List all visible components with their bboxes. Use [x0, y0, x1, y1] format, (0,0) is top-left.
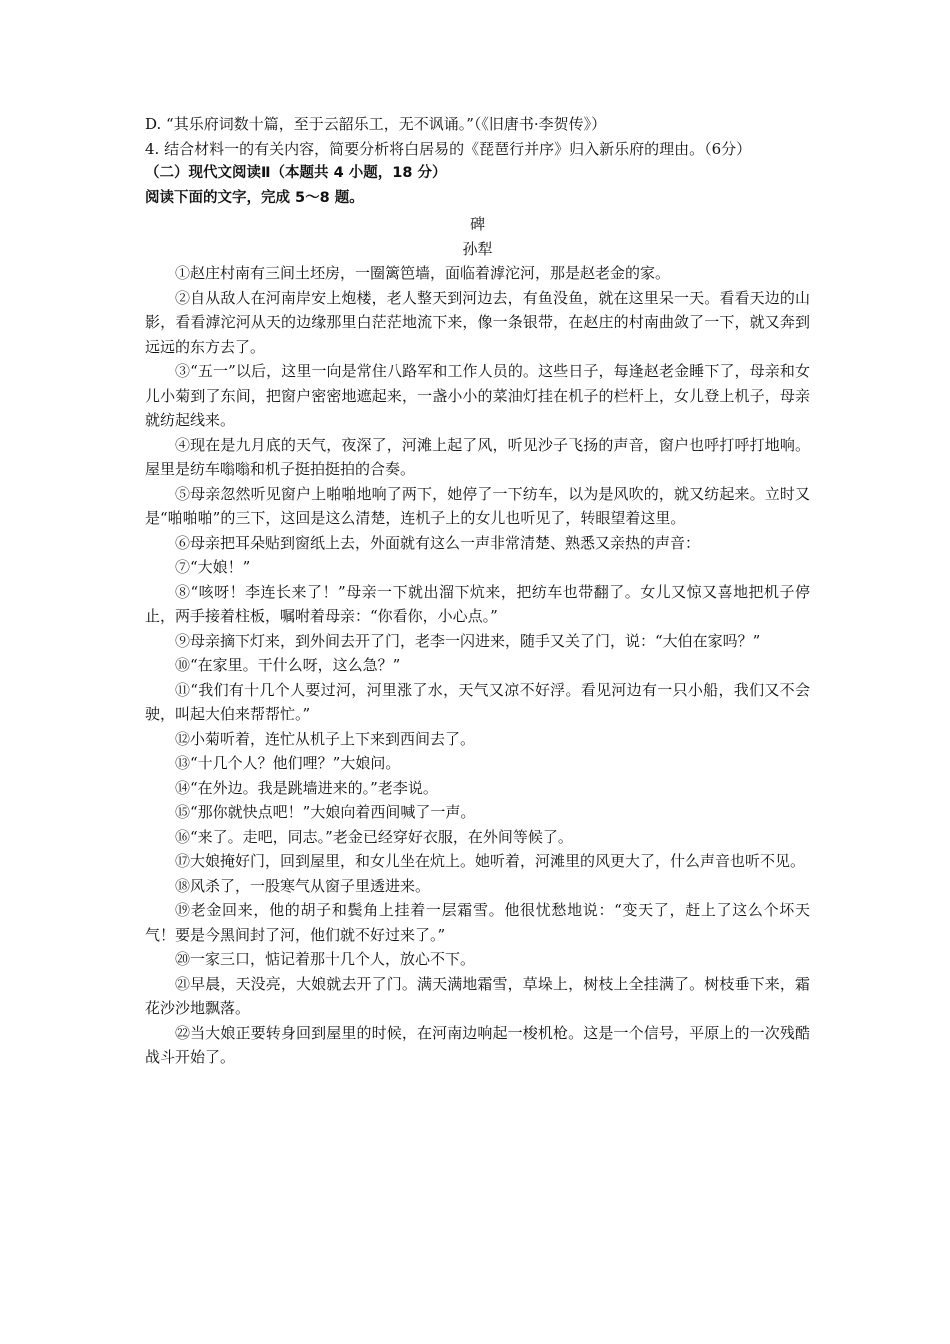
- paragraph-12: ⑫小菊听着，连忙从机子上下来到西间去了。: [175, 729, 476, 748]
- paragraph-11: ⑪“我们有十几个人要过河，河里涨了水，天气又凉不好浮。看见河边有一只小船，我们又不会驶，叫起大伯来帮帮忙。”: [145, 680, 810, 723]
- paragraph-18: ⑱风杀了，一股寒气从窗子里透进来。: [175, 876, 431, 895]
- paragraph-9: ⑨母亲摘下灯来，到外间去开了门，老李一闪进来，随手又关了门，说：“大伯在家吗？”: [175, 631, 761, 650]
- paragraph-7: ⑦“大娘！”: [175, 558, 251, 576]
- paragraph-1: ①赵庄村南有三间土坯房，一圈篱笆墙，面临着滹沱河，那是赵老金的家。: [175, 264, 671, 282]
- paragraph-14: ⑭“在外边。我是跳墙进来的。”老李说。: [175, 778, 438, 797]
- question-4: 4. 结合材料一的有关内容，简要分析将白居易的《琵琶行并序》归入新乐府的理由。（6分）: [145, 139, 752, 158]
- paragraph-15: ⑮“那你就快点吧！”大娘向着西间喊了一声。: [175, 803, 476, 821]
- paragraph-5: ⑤母亲忽然听见窗户上啪啪地响了两下，她停了一下纺车，以为是风吹的，就又纺起来。立时又是“啪啪啪”的三下，这回是这么清楚，连机子上的女儿也听见了，转眼望着这里。: [145, 484, 810, 527]
- paragraph-4: ④现在是九月底的天气，夜深了，河滩上起了风，听见沙子飞扬的声音，窗户也呼打呼打地响。屋里是纺车嗡嗡和机子挺拍挺拍的合奏。: [145, 435, 810, 478]
- article-body: [145, 261, 810, 1070]
- paragraph-6: ⑥母亲把耳朵贴到窗纸上去，外面就有这么一声非常清楚、熟悉又亲热的声音：: [175, 533, 701, 552]
- section-instruction: 阅读下面的文字，完成 5～8 题。: [145, 189, 364, 206]
- paragraph-21: ㉑早晨，天没亮，大娘就去开了门。满天满地霜雪，草垛上，树枝上全挂满了。树枝垂下来，霜花沙沙地飘落。: [145, 974, 810, 1017]
- paragraph-8: ⑧“咳呀！李连长来了！”母亲一下就出溜下炕来，把纺车也带翻了。女儿又惊又喜地把机子停止，两手接着柱板，嘱咐着母亲：“你看你，小心点。”: [145, 582, 810, 625]
- article-title: 碑: [469, 215, 485, 233]
- section-heading: （二）现代文阅读Ⅱ（本题共 4 小题，18 分）: [145, 165, 447, 181]
- paragraph-19: ⑲老金回来，他的胡子和鬓角上挂着一层霜雪。他很忧愁地说：“变天了，赶上了这么个坏天气！要是今黑间封了河，他们就不好过来了。”: [145, 901, 810, 944]
- option-d-line: D. “其乐府词数十篇，至于云韶乐工，无不讽诵。”（《旧唐书·李贺传》）: [145, 115, 607, 133]
- paragraph-2: ②自从敌人在河南岸安上炮楼，老人整天到河边去，有鱼没鱼，就在这里呆一天。看看天边的山影，看看滹沱河从天的边缘那里白茫茫地流下来，像一条银带，在赵庄的村南曲敛了一下，就又奔到远远的东方去了。: [145, 288, 810, 356]
- paragraph-3: ③“五一”以后，这里一向是常住八路军和工作人员的。这些日子，每逢赵老金睡下了，母亲和女儿小菊到了东间，把窗户密密地遮起来，一盏小小的菜油灯挂在机子的栏杆上，女儿登上机子，母亲就纺起线来。: [145, 362, 810, 429]
- paragraph-10: ⑩“在家里。干什么呀，这么急？”: [175, 656, 401, 674]
- document-page: [145, 112, 810, 1070]
- paragraph-20: ⑳一家三口，惦记着那十几个人，放心不下。: [175, 950, 476, 968]
- paragraph-22: ㉒当大娘正要转身回到屋里的时候，在河南边响起一梭机枪。这是一个信号，平原上的一次残酷战斗开始了。: [145, 1023, 810, 1066]
- paragraph-13: ⑬“十几个人？他们哩？”大娘问。: [175, 754, 401, 772]
- article-author: 孙犁: [462, 239, 493, 258]
- paragraph-16: ⑯“来了。走吧，同志。”老金已经穿好衣服，在外间等候了。: [175, 827, 573, 846]
- paragraph-17: ⑰大娘掩好门，回到屋里，和女儿坐在炕上。她听着，河滩里的风更大了，什么声音也听不见。: [175, 852, 806, 870]
